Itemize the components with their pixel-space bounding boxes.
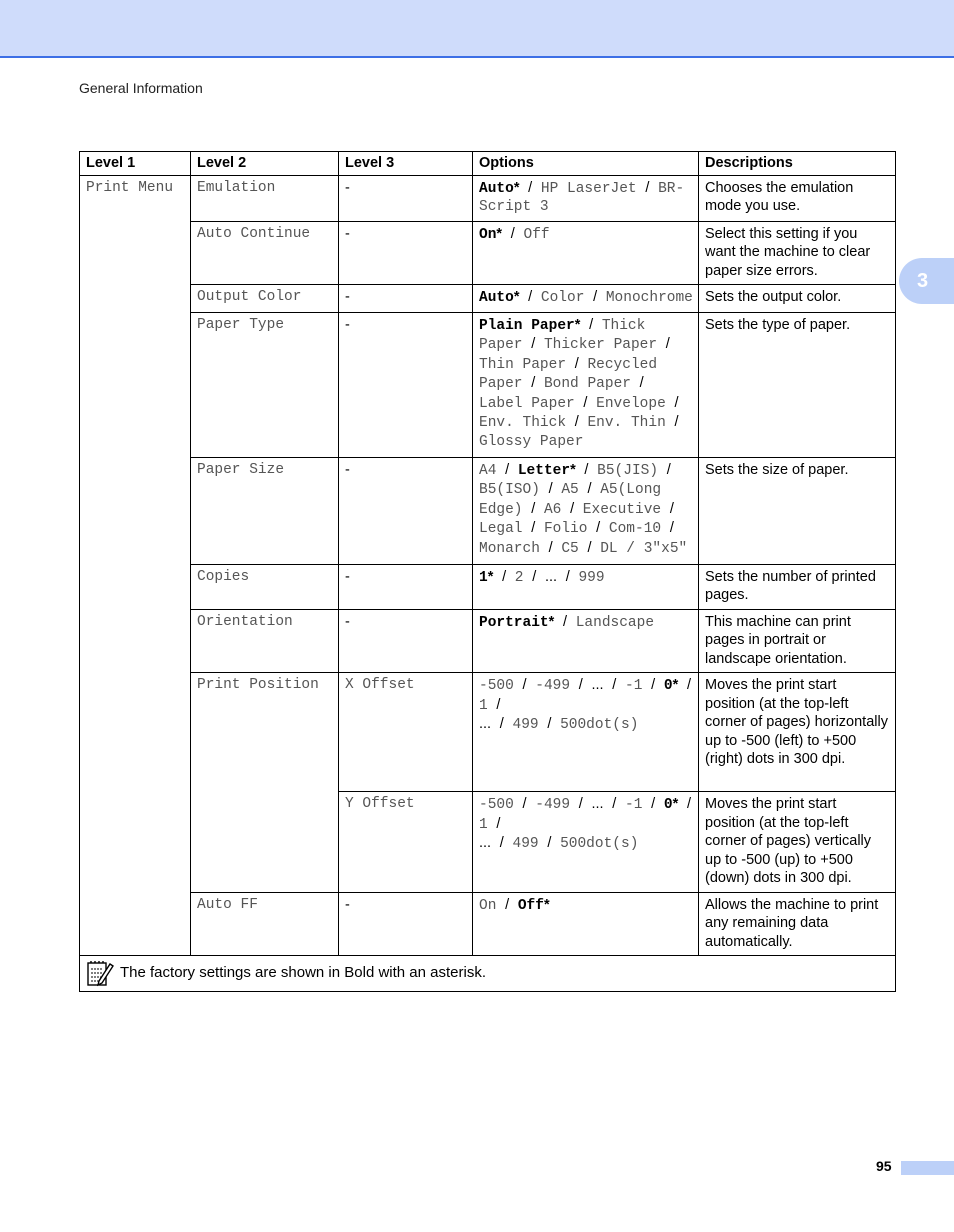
table-row (80, 175, 896, 221)
level3-cell: - (339, 564, 473, 609)
description-cell: Chooses the emulation mode you use. (699, 175, 896, 221)
description-cell: This machine can print pages in portrait or landscape orientation. (699, 609, 896, 673)
options-cell: 1* / 2 / ... / 999 (473, 564, 699, 609)
table-row (80, 312, 896, 457)
description-cell: Allows the machine to print any remaining data automatically. (699, 892, 896, 956)
options-cell: A4 / Letter* / B5(JIS) / B5(ISO) / A5 / A5(Long Edge) / A6 / Executive / Legal / Folio / Com-10 / Monarch / C5 / DL / 3"x5" (473, 457, 699, 564)
note-pad-icon (86, 959, 114, 987)
description-cell: Sets the type of paper. (699, 312, 896, 457)
level3-cell: - (339, 457, 473, 564)
table-row (80, 564, 896, 609)
col-header-level3: Level 3 (339, 152, 473, 176)
level3-cell: - (339, 285, 473, 313)
footer-bar (901, 1161, 954, 1175)
options-cell: -500 / -499 / ... / -1 / 0* / 1 / ... / 499 / 500dot(s) (473, 673, 699, 792)
top-header-bar (0, 0, 954, 58)
col-header-descriptions: Descriptions (699, 152, 896, 176)
level2-cell: Output Color (191, 285, 339, 313)
description-cell: Sets the number of printed pages. (699, 564, 896, 609)
table-row (80, 892, 896, 956)
table-row (80, 673, 896, 792)
level2-cell: Copies (191, 564, 339, 609)
options-cell: On* / Off (473, 221, 699, 285)
chapter-tab: 3 (899, 258, 954, 304)
description-cell: Sets the output color. (699, 285, 896, 313)
level3-cell: - (339, 609, 473, 673)
level2-cell: Auto Continue (191, 221, 339, 285)
description-cell: Moves the print start position (at the top-left corner of pages) horizontally up to -500 (left) to +500 (right) dots in 300 dpi. (699, 673, 896, 792)
table-row (80, 285, 896, 313)
note-cell (80, 956, 896, 992)
settings-table (79, 151, 896, 992)
level3-cell: - (339, 221, 473, 285)
level2-cell: Paper Size (191, 457, 339, 564)
options-cell: Auto* / Color / Monochrome (473, 285, 699, 313)
options-cell: -500 / -499 / ... / -1 / 0* / 1 / ... / 499 / 500dot(s) (473, 792, 699, 893)
level2-cell: Paper Type (191, 312, 339, 457)
page-number: 95 (876, 1158, 892, 1174)
table-row (80, 457, 896, 564)
options-cell: On / Off* (473, 892, 699, 956)
table-row (80, 221, 896, 285)
note-row (80, 956, 896, 992)
col-header-level2: Level 2 (191, 152, 339, 176)
description-cell: Select this setting if you want the machine to clear paper size errors. (699, 221, 896, 285)
level2-cell: Auto FF (191, 892, 339, 956)
table-header-row (80, 152, 896, 176)
col-header-level1: Level 1 (80, 152, 191, 176)
section-header: General Information (79, 80, 203, 96)
level2-cell: Print Position (191, 673, 339, 893)
col-header-options: Options (473, 152, 699, 176)
level3-cell: X Offset (339, 673, 473, 792)
level1-cell: Print Menu (80, 175, 191, 956)
options-cell: Plain Paper* / Thick Paper / Thicker Paper / Thin Paper / Recycled Paper / Bond Paper / Label Paper / Envelope / Env. Thick / Env. Thin / Glossy Paper (473, 312, 699, 457)
description-cell: Moves the print start position (at the top-left corner of pages) vertically up to -500 (up) to +500 (down) dots in 300 dpi. (699, 792, 896, 893)
description-cell: Sets the size of paper. (699, 457, 896, 564)
level3-cell: - (339, 312, 473, 457)
options-cell: Auto* / HP LaserJet / BR-Script 3 (473, 175, 699, 221)
level3-cell: - (339, 892, 473, 956)
level3-cell: Y Offset (339, 792, 473, 893)
note-text: The factory settings are shown in Bold with an asterisk. (120, 963, 487, 981)
level3-cell: - (339, 175, 473, 221)
table-row (80, 609, 896, 673)
options-cell: Portrait* / Landscape (473, 609, 699, 673)
level2-cell: Emulation (191, 175, 339, 221)
level2-cell: Orientation (191, 609, 339, 673)
